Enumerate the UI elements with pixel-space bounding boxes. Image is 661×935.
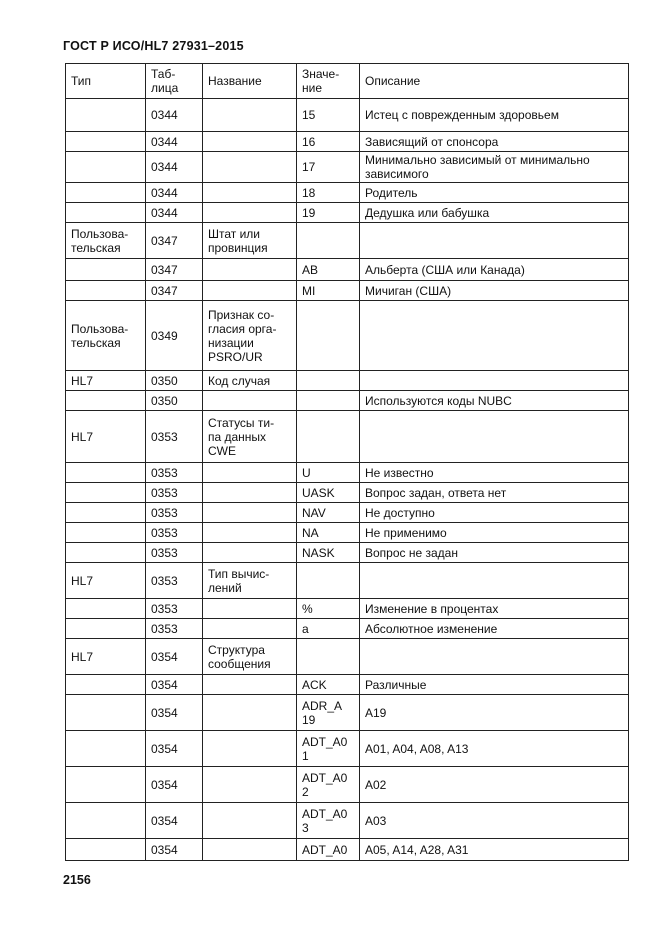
cell-value <box>297 301 360 371</box>
cell-type <box>66 675 146 695</box>
cell-name <box>203 599 297 619</box>
cell-name <box>203 152 297 183</box>
cell-type <box>66 463 146 483</box>
table-row <box>66 203 629 223</box>
cell-table: 0354 <box>146 803 203 839</box>
cell-description <box>360 563 629 599</box>
cell-name: Признак со- гласия орга- низации PSRO/UR <box>203 301 297 371</box>
cell-value <box>297 391 360 411</box>
cell-description: Минимально зависимый от минимально зависимого <box>360 152 629 183</box>
table-row <box>66 523 629 543</box>
cell-description: Не известно <box>360 463 629 483</box>
cell-name: Структура сообщения <box>203 639 297 675</box>
cell-table: 0344 <box>146 203 203 223</box>
cell-description: A19 <box>360 695 629 731</box>
column-header-description: Описание <box>360 64 629 99</box>
table-row <box>66 281 629 301</box>
cell-table: 0353 <box>146 599 203 619</box>
table-row <box>66 695 629 731</box>
code-table <box>65 63 629 861</box>
cell-type <box>66 839 146 861</box>
cell-description: Различные <box>360 675 629 695</box>
cell-table: 0353 <box>146 619 203 639</box>
cell-value <box>297 223 360 259</box>
cell-type: HL7 <box>66 563 146 599</box>
cell-table: 0344 <box>146 183 203 203</box>
cell-value: 15 <box>297 99 360 132</box>
cell-name <box>203 183 297 203</box>
cell-type: Пользова- тельская <box>66 301 146 371</box>
cell-description: Зависящий от спонсора <box>360 132 629 152</box>
cell-description: Альберта (США или Канада) <box>360 259 629 281</box>
table-row <box>66 619 629 639</box>
cell-name <box>203 503 297 523</box>
cell-name: Штат или провинция <box>203 223 297 259</box>
cell-name <box>203 675 297 695</box>
cell-table: 0354 <box>146 731 203 767</box>
cell-value: UASK <box>297 483 360 503</box>
cell-type: HL7 <box>66 371 146 391</box>
cell-name: Статусы ти- па данных CWE <box>203 411 297 463</box>
cell-type: HL7 <box>66 639 146 675</box>
cell-description <box>360 223 629 259</box>
table-header-row <box>66 64 629 99</box>
table-row <box>66 371 629 391</box>
cell-type <box>66 152 146 183</box>
cell-type: Пользова- тельская <box>66 223 146 259</box>
cell-name <box>203 731 297 767</box>
cell-description <box>360 301 629 371</box>
column-header-table: Таб- лица <box>146 64 203 99</box>
cell-description: Не доступно <box>360 503 629 523</box>
cell-type <box>66 183 146 203</box>
cell-description: A01, A04, A08, A13 <box>360 731 629 767</box>
cell-table: 0353 <box>146 523 203 543</box>
cell-type <box>66 281 146 301</box>
cell-value: 18 <box>297 183 360 203</box>
table-row <box>66 183 629 203</box>
page-number: 2156 <box>63 873 91 887</box>
cell-type <box>66 391 146 411</box>
cell-table: 0347 <box>146 223 203 259</box>
cell-type <box>66 203 146 223</box>
cell-value: ADT_A0 2 <box>297 767 360 803</box>
cell-table: 0344 <box>146 132 203 152</box>
cell-value <box>297 639 360 675</box>
cell-value: 17 <box>297 152 360 183</box>
table-row <box>66 259 629 281</box>
table-row <box>66 301 629 371</box>
cell-value: NASK <box>297 543 360 563</box>
cell-table: 0347 <box>146 259 203 281</box>
cell-name <box>203 132 297 152</box>
cell-name <box>203 391 297 411</box>
cell-value: ADT_A0 1 <box>297 731 360 767</box>
table-row <box>66 767 629 803</box>
cell-type <box>66 767 146 803</box>
cell-name <box>203 463 297 483</box>
cell-value: ACK <box>297 675 360 695</box>
cell-description: A02 <box>360 767 629 803</box>
cell-table: 0353 <box>146 503 203 523</box>
cell-type <box>66 543 146 563</box>
cell-description: A05, A14, A28, A31 <box>360 839 629 861</box>
cell-value <box>297 563 360 599</box>
table-row <box>66 152 629 183</box>
cell-table: 0354 <box>146 675 203 695</box>
cell-name <box>203 839 297 861</box>
cell-value: NA <box>297 523 360 543</box>
table-row <box>66 411 629 463</box>
cell-table: 0354 <box>146 695 203 731</box>
table-row <box>66 675 629 695</box>
cell-table: 0344 <box>146 99 203 132</box>
cell-table: 0350 <box>146 371 203 391</box>
table-row <box>66 839 629 861</box>
cell-name <box>203 767 297 803</box>
table-row <box>66 463 629 483</box>
cell-name <box>203 619 297 639</box>
cell-type <box>66 132 146 152</box>
table-row <box>66 731 629 767</box>
table-row <box>66 503 629 523</box>
cell-type: HL7 <box>66 411 146 463</box>
cell-type <box>66 731 146 767</box>
cell-description: Абсолютное изменение <box>360 619 629 639</box>
cell-name <box>203 523 297 543</box>
column-header-type: Тип <box>66 64 146 99</box>
table-row <box>66 132 629 152</box>
cell-type <box>66 503 146 523</box>
cell-description: Истец с поврежденным здоровьем <box>360 99 629 132</box>
cell-description: Родитель <box>360 183 629 203</box>
cell-value: AB <box>297 259 360 281</box>
cell-name <box>203 281 297 301</box>
cell-table: 0344 <box>146 152 203 183</box>
cell-table: 0354 <box>146 639 203 675</box>
cell-table: 0353 <box>146 563 203 599</box>
cell-type <box>66 803 146 839</box>
table-row <box>66 803 629 839</box>
table-row <box>66 563 629 599</box>
column-header-value: Значе- ние <box>297 64 360 99</box>
cell-value: NAV <box>297 503 360 523</box>
cell-type <box>66 483 146 503</box>
table-row <box>66 391 629 411</box>
cell-value: U <box>297 463 360 483</box>
table-row <box>66 639 629 675</box>
cell-type <box>66 695 146 731</box>
cell-value <box>297 411 360 463</box>
cell-name <box>203 259 297 281</box>
cell-type <box>66 99 146 132</box>
cell-description: Дедушка или бабушка <box>360 203 629 223</box>
cell-value: % <box>297 599 360 619</box>
cell-type <box>66 523 146 543</box>
cell-value: ADT_A0 <box>297 839 360 861</box>
cell-name <box>203 99 297 132</box>
cell-name: Тип вычис- лений <box>203 563 297 599</box>
cell-table: 0353 <box>146 463 203 483</box>
cell-description: Изменение в процентах <box>360 599 629 619</box>
cell-description: Не применимо <box>360 523 629 543</box>
cell-value: ADR_A 19 <box>297 695 360 731</box>
cell-value: ADT_A0 3 <box>297 803 360 839</box>
cell-table: 0350 <box>146 391 203 411</box>
cell-table: 0353 <box>146 483 203 503</box>
cell-description: Вопрос не задан <box>360 543 629 563</box>
cell-value: 19 <box>297 203 360 223</box>
table-row <box>66 599 629 619</box>
cell-description: Мичиган (США) <box>360 281 629 301</box>
cell-description: A03 <box>360 803 629 839</box>
cell-name <box>203 483 297 503</box>
cell-description <box>360 371 629 391</box>
cell-description: Используются коды NUBC <box>360 391 629 411</box>
document-header: ГОСТ Р ИСО/HL7 27931–2015 <box>63 39 244 53</box>
cell-value: MI <box>297 281 360 301</box>
cell-table: 0347 <box>146 281 203 301</box>
cell-name <box>203 695 297 731</box>
cell-name <box>203 203 297 223</box>
cell-value <box>297 371 360 391</box>
cell-value: 16 <box>297 132 360 152</box>
cell-description: Вопрос задан, ответа нет <box>360 483 629 503</box>
table-row <box>66 543 629 563</box>
column-header-name: Название <box>203 64 297 99</box>
cell-table: 0353 <box>146 543 203 563</box>
cell-table: 0354 <box>146 839 203 861</box>
table-row <box>66 483 629 503</box>
cell-description <box>360 639 629 675</box>
cell-name <box>203 543 297 563</box>
cell-description <box>360 411 629 463</box>
cell-table: 0353 <box>146 411 203 463</box>
table-row <box>66 223 629 259</box>
table-row <box>66 99 629 132</box>
cell-type <box>66 619 146 639</box>
cell-value: a <box>297 619 360 639</box>
cell-table: 0349 <box>146 301 203 371</box>
cell-type <box>66 259 146 281</box>
cell-name: Код случая <box>203 371 297 391</box>
cell-type <box>66 599 146 619</box>
cell-table: 0354 <box>146 767 203 803</box>
cell-name <box>203 803 297 839</box>
